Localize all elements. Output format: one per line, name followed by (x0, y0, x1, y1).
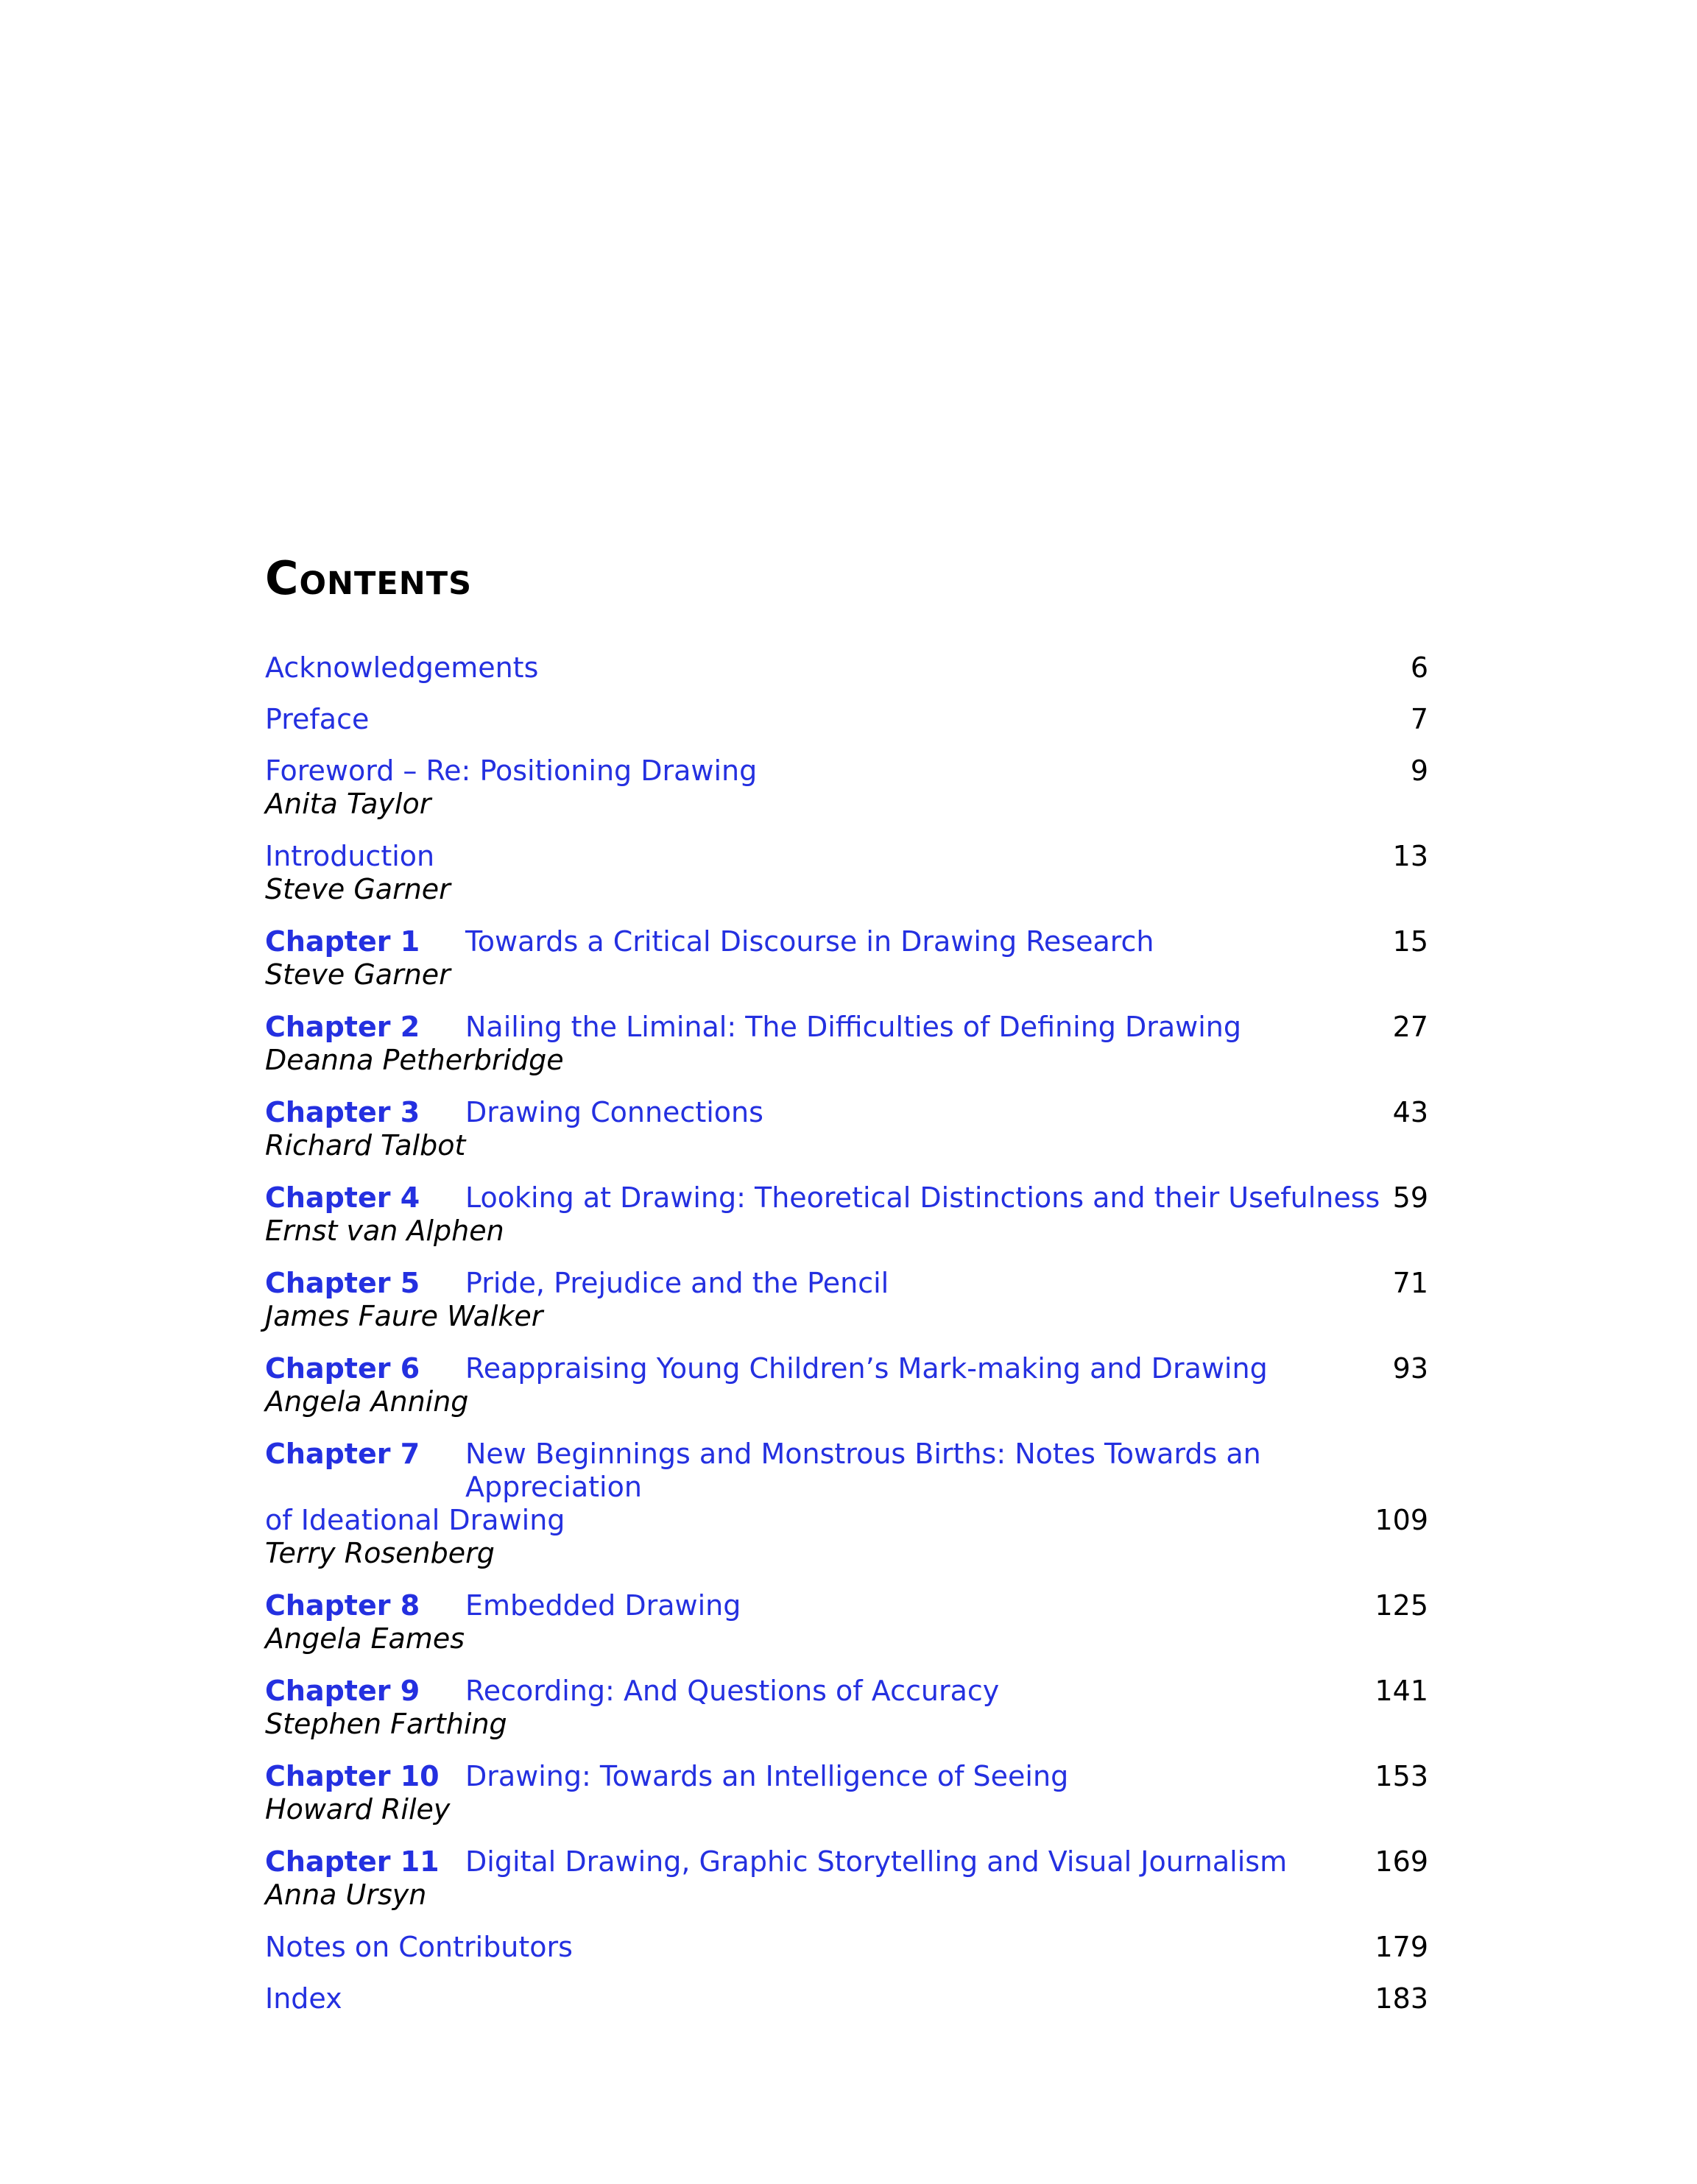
toc-entry (265, 703, 1428, 736)
toc-entry-line (265, 703, 1428, 736)
toc-entry-line (265, 925, 1428, 958)
page-number: 15 (1392, 925, 1428, 958)
toc-entry-line (265, 651, 1428, 685)
toc-entry-line (265, 1438, 1428, 1504)
toc-chapter-entry (265, 1760, 1428, 1826)
page-number: 141 (1375, 1675, 1428, 1707)
page-number: 27 (1392, 1011, 1428, 1043)
author-name: Steve Garner (265, 958, 451, 991)
chapter-label[interactable]: Chapter 7 (265, 1438, 420, 1470)
page-number: 153 (1375, 1760, 1428, 1792)
toc-chapter-entry (265, 1589, 1428, 1655)
page-number: 125 (1375, 1589, 1428, 1622)
toc-chapter-entry (265, 1096, 1428, 1162)
author-name: Stephen Farthing (265, 1708, 507, 1740)
page-number: 9 (1410, 754, 1428, 787)
chapter-label[interactable]: Chapter 6 (265, 1352, 420, 1385)
author-name: Ernst van Alphen (265, 1215, 504, 1247)
author-name: Anna Ursyn (265, 1879, 427, 1911)
chapter-label[interactable]: Chapter 10 (265, 1760, 440, 1792)
toc-chapter-entry (265, 1675, 1428, 1741)
author-name: Angela Eames (265, 1622, 465, 1655)
toc-entry-title-link[interactable]: Towards a Critical Discourse in Drawing Research (465, 925, 1154, 958)
chapter-label[interactable]: Chapter 3 (265, 1096, 420, 1128)
toc-entry-title-link[interactable]: Embedded Drawing (465, 1589, 741, 1622)
toc-entry (265, 754, 1428, 821)
toc-entry-title-link[interactable]: Foreword – Re: Positioning Drawing (265, 754, 758, 787)
toc-entry-line (265, 1845, 1428, 1879)
toc-entry-title-link[interactable]: Preface (265, 703, 370, 735)
author-name: Terry Rosenberg (265, 1537, 495, 1569)
toc-entry-line (265, 1096, 1428, 1129)
toc-entry (265, 651, 1428, 685)
toc-entry-line (265, 1982, 1428, 2015)
toc-entry-line (265, 754, 1428, 788)
toc-entry-title-link[interactable]: Looking at Drawing: Theoretical Distinctions and their Usefulness (465, 1181, 1380, 1214)
toc-entry-title-link[interactable]: Reappraising Young Children’s Mark-making and Drawing (465, 1352, 1268, 1385)
toc-entry-title-link[interactable]: Pride, Prejudice and the Pencil (465, 1267, 889, 1299)
toc-entry-line (265, 1267, 1428, 1300)
toc-entry-title-link[interactable]: Digital Drawing, Graphic Storytelling and Visual Journalism (465, 1845, 1288, 1878)
toc-entry-line (265, 1181, 1428, 1215)
toc-chapter-entry (265, 1267, 1428, 1333)
toc-entry-title-link[interactable]: Notes on Contributors (265, 1931, 573, 1963)
toc-entry-line (265, 1589, 1428, 1622)
toc-entry-line (265, 840, 1428, 873)
toc-entry-line (265, 1760, 1428, 1793)
toc-entry-title-continued-link[interactable]: of Ideational Drawing (265, 1504, 565, 1536)
author-name: James Faure Walker (265, 1300, 543, 1332)
table-of-contents (265, 651, 1428, 2015)
author-name: Howard Riley (265, 1793, 451, 1826)
page-number: 13 (1392, 840, 1428, 872)
toc-entry-title-link[interactable]: Recording: And Questions of Accuracy (465, 1675, 1000, 1707)
page-number: 179 (1375, 1931, 1428, 1963)
page-number: 109 (1375, 1504, 1428, 1536)
page-number: 71 (1392, 1267, 1428, 1299)
author-name: Steve Garner (265, 873, 451, 905)
page-number: 93 (1392, 1352, 1428, 1385)
chapter-label[interactable]: Chapter 4 (265, 1181, 420, 1214)
toc-chapter-entry (265, 1181, 1428, 1248)
toc-entry (265, 840, 1428, 906)
toc-entry (265, 1982, 1428, 2015)
toc-entry-title-link[interactable]: Drawing Connections (465, 1096, 763, 1128)
contents-page (265, 551, 1428, 2034)
chapter-label[interactable]: Chapter 11 (265, 1845, 440, 1878)
toc-chapter-entry (265, 925, 1428, 992)
toc-entry (265, 1931, 1428, 1964)
toc-entry-line (265, 1011, 1428, 1044)
toc-entry-line (265, 1675, 1428, 1708)
toc-entry-line (265, 1352, 1428, 1385)
toc-entry-title-link[interactable]: Drawing: Towards an Intelligence of Seeing (465, 1760, 1069, 1792)
toc-entry-title-link[interactable]: Introduction (265, 840, 435, 872)
author-name: Deanna Petherbridge (265, 1044, 564, 1076)
toc-entry-title-link[interactable]: New Beginnings and Monstrous Births: Notes Towards an Appreciation (465, 1438, 1261, 1503)
toc-chapter-entry (265, 1845, 1428, 1912)
toc-entry-line-continued (265, 1504, 1428, 1537)
chapter-label[interactable]: Chapter 9 (265, 1675, 420, 1707)
page-number: 7 (1410, 703, 1428, 735)
chapter-label[interactable]: Chapter 1 (265, 925, 420, 958)
toc-entry-title-link[interactable]: Nailing the Liminal: The Difficulties of Defining Drawing (465, 1011, 1241, 1043)
toc-entry-title-link[interactable]: Acknowledgements (265, 651, 539, 684)
toc-chapter-entry (265, 1438, 1428, 1570)
author-name: Angela Anning (265, 1385, 469, 1418)
page-number: 43 (1392, 1096, 1428, 1128)
toc-entry-title-link[interactable]: Index (265, 1982, 342, 2015)
chapter-label[interactable]: Chapter 2 (265, 1011, 420, 1043)
chapter-label[interactable]: Chapter 8 (265, 1589, 420, 1622)
chapter-label[interactable]: Chapter 5 (265, 1267, 420, 1299)
page-number: 6 (1410, 651, 1428, 684)
toc-chapter-entry (265, 1011, 1428, 1077)
page-number: 59 (1392, 1181, 1428, 1214)
page-title: Contents (265, 551, 473, 605)
page-number: 183 (1375, 1982, 1428, 2015)
author-name: Richard Talbot (265, 1129, 466, 1162)
page-number: 169 (1375, 1845, 1428, 1878)
toc-chapter-entry (265, 1352, 1428, 1418)
author-name: Anita Taylor (265, 788, 431, 820)
toc-entry-line (265, 1931, 1428, 1964)
